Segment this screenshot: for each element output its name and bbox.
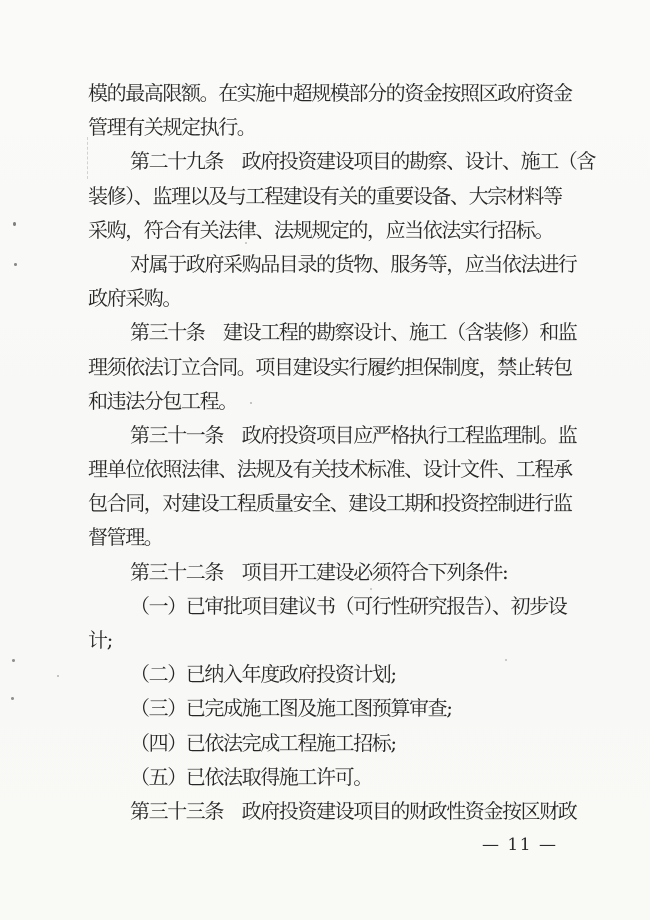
text-line: （四）已依法完成工程施工招标; [130, 730, 396, 755]
page-number: — 11 — [482, 835, 558, 855]
text-line: 政府采购。 [88, 286, 181, 311]
text-line: 和违法分包工程。 [88, 388, 237, 413]
scan-speck [12, 659, 15, 662]
text-line: 对属于政府采购品目录的货物、服务等，应当依法进行 [130, 251, 577, 276]
text-line: 第三十二条 项目开工建设必须符合下列条件: [130, 559, 508, 584]
text-line: 理单位依照法律、法规及有关技术标准、设计文件、工程承 [88, 457, 572, 482]
text-line: 理须依法订立合同。项目建设实行履约担保制度，禁止转包 [88, 354, 572, 379]
scan-speck [14, 263, 17, 266]
text-line: （一）已审批项目建议书（可行性研究报告）、初步设 [130, 593, 567, 618]
text-line: 计; [88, 628, 112, 652]
scan-speck [57, 675, 59, 677]
text-line: （三）已完成施工图及施工图预算审查; [130, 696, 452, 721]
text-line: 第二十九条 政府投资建设项目的勘察、设计、施工（含 [130, 149, 595, 174]
document-body [88, 76, 595, 828]
text-line: （五）已依法取得施工许可。 [130, 764, 372, 789]
text-line: 第三十三条 政府投资建设项目的财政性资金按区财政 [130, 798, 577, 823]
text-line: 第三十一条 政府投资项目应严格执行工程监理制。监 [130, 422, 577, 447]
text-line: 第三十条 建设工程的勘察设计、施工（含装修）和监 [130, 320, 577, 345]
scan-speck [11, 697, 14, 700]
text-line: 管理有关规定执行。 [88, 115, 256, 140]
text-line: （二）已纳入年度政府投资计划; [130, 662, 396, 687]
text-line: 采购，符合有关法律、法规规定的，应当依法实行招标。 [88, 217, 553, 242]
text-line: 模的最高限额。在实施中超规模部分的资金按照区政府资金 [88, 81, 572, 105]
text-line: 督管理。 [88, 525, 163, 550]
text-line: 包合同，对建设工程质量安全、建设工期和投资控制进行监 [88, 491, 572, 516]
scan-speck [13, 222, 16, 226]
text-line: 装修）、监理以及与工程建设有关的重要设备、大宗材料等 [88, 183, 562, 208]
